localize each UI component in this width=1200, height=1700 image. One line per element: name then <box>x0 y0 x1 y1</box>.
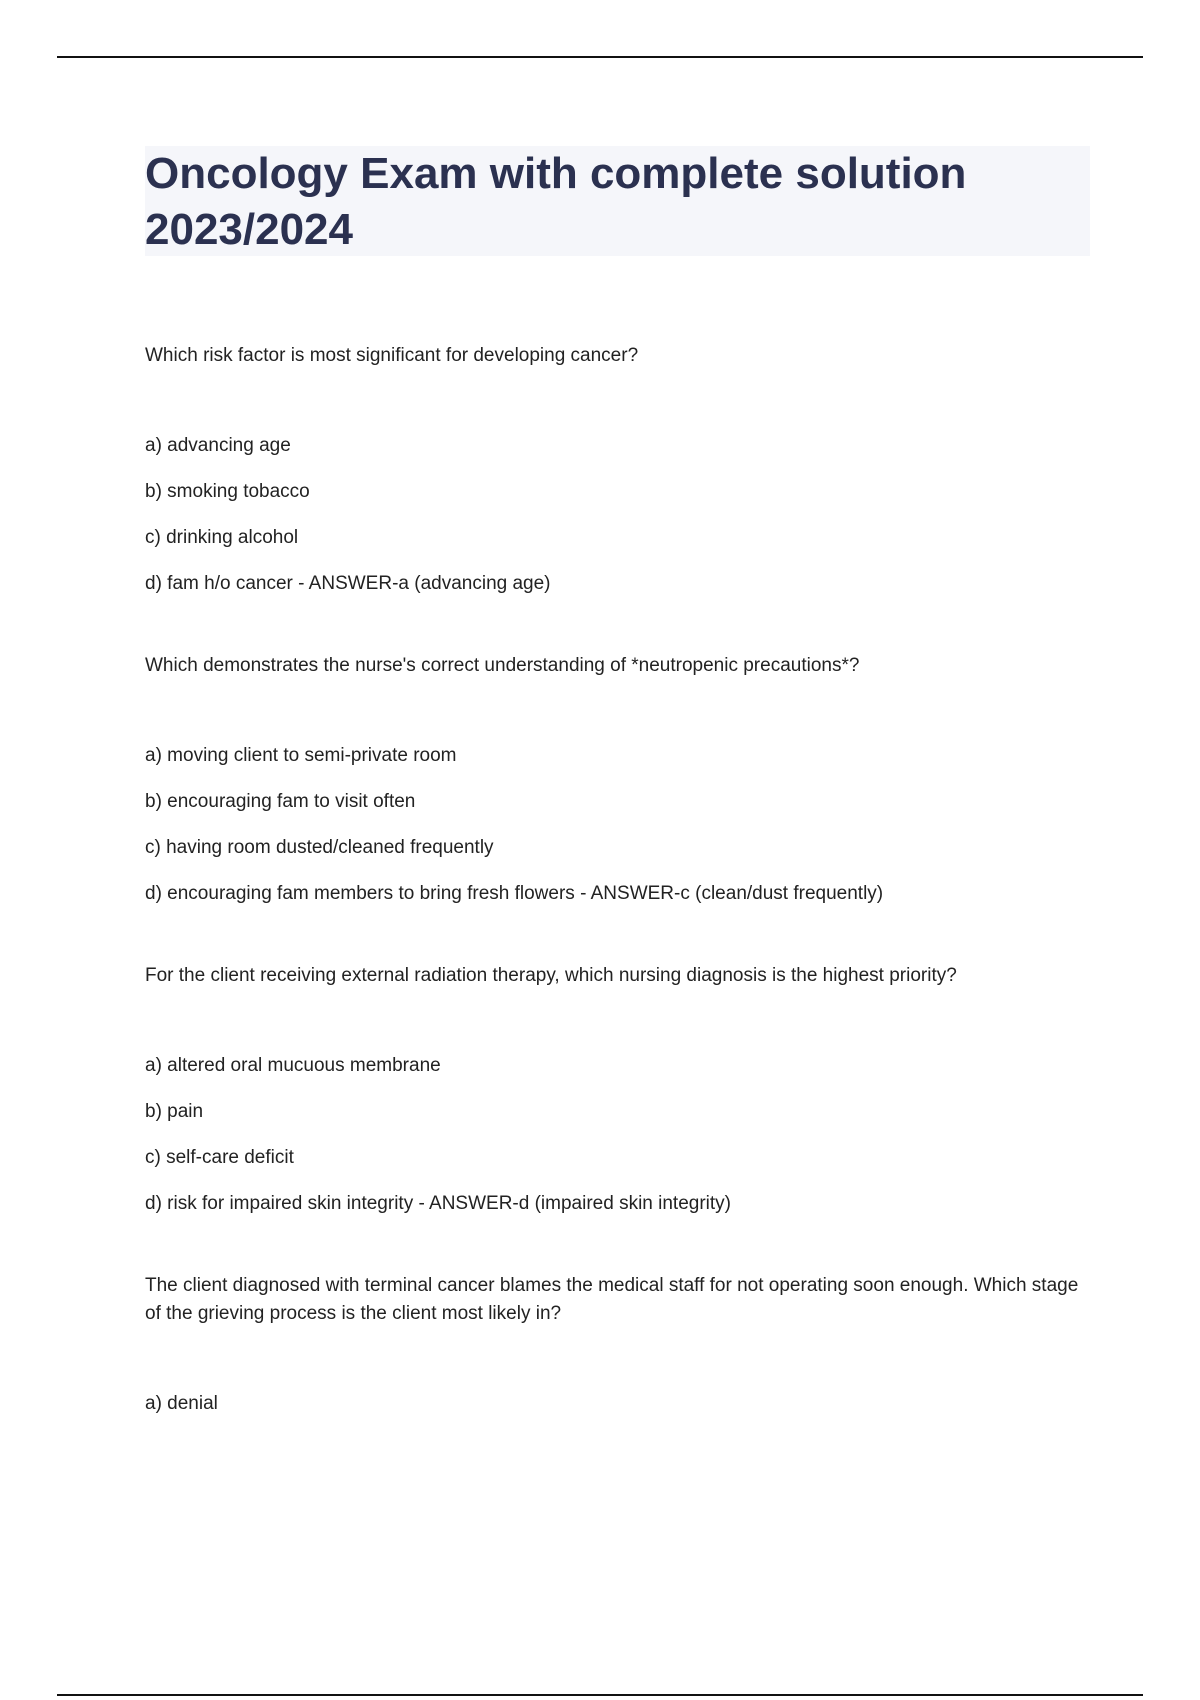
top-divider <box>57 56 1143 58</box>
question-1 <box>145 342 1090 598</box>
option-b: b) pain <box>145 1101 204 1122</box>
question-text: Which risk factor is most significant for developing cancer? <box>145 345 639 366</box>
question-text: For the client receiving external radiation therapy, which nursing diagnosis is the highest priority? <box>145 965 957 986</box>
option-c: c) drinking alcohol <box>145 527 299 548</box>
document-content <box>145 146 1090 1436</box>
option-list <box>145 1052 1090 1218</box>
option-a: a) moving client to semi-private room <box>145 745 457 766</box>
title-block <box>145 146 1090 256</box>
option-c: c) having room dusted/cleaned frequently <box>145 837 494 858</box>
option-d: d) risk for impaired skin integrity - ANSWER-d (impaired skin integrity) <box>145 1193 731 1214</box>
question-text: Which demonstrates the nurse's correct understanding of *neutropenic precautions*? <box>145 655 860 676</box>
option-list <box>145 742 1090 908</box>
option-a: a) advancing age <box>145 435 291 456</box>
document-title: Oncology Exam with complete solution 2023/2024 <box>145 149 967 254</box>
question-4 <box>145 1272 1090 1418</box>
question-text: The client diagnosed with terminal cancer blames the medical staff for not operating soon enough. Which stage of the grieving process is the client most likely in? <box>145 1275 1079 1324</box>
option-b: b) encouraging fam to visit often <box>145 791 416 812</box>
option-a: a) denial <box>145 1393 218 1414</box>
option-d: d) encouraging fam members to bring fresh flowers - ANSWER-c (clean/dust frequently) <box>145 883 884 904</box>
option-list <box>145 1390 1090 1418</box>
question-2 <box>145 652 1090 908</box>
option-a: a) altered oral mucuous membrane <box>145 1055 441 1076</box>
option-c: c) self-care deficit <box>145 1147 294 1168</box>
question-list <box>145 342 1090 1418</box>
question-3 <box>145 962 1090 1218</box>
option-list <box>145 432 1090 598</box>
bottom-divider <box>57 1694 1143 1696</box>
option-b: b) smoking tobacco <box>145 481 310 502</box>
option-d: d) fam h/o cancer - ANSWER-a (advancing age) <box>145 573 551 594</box>
